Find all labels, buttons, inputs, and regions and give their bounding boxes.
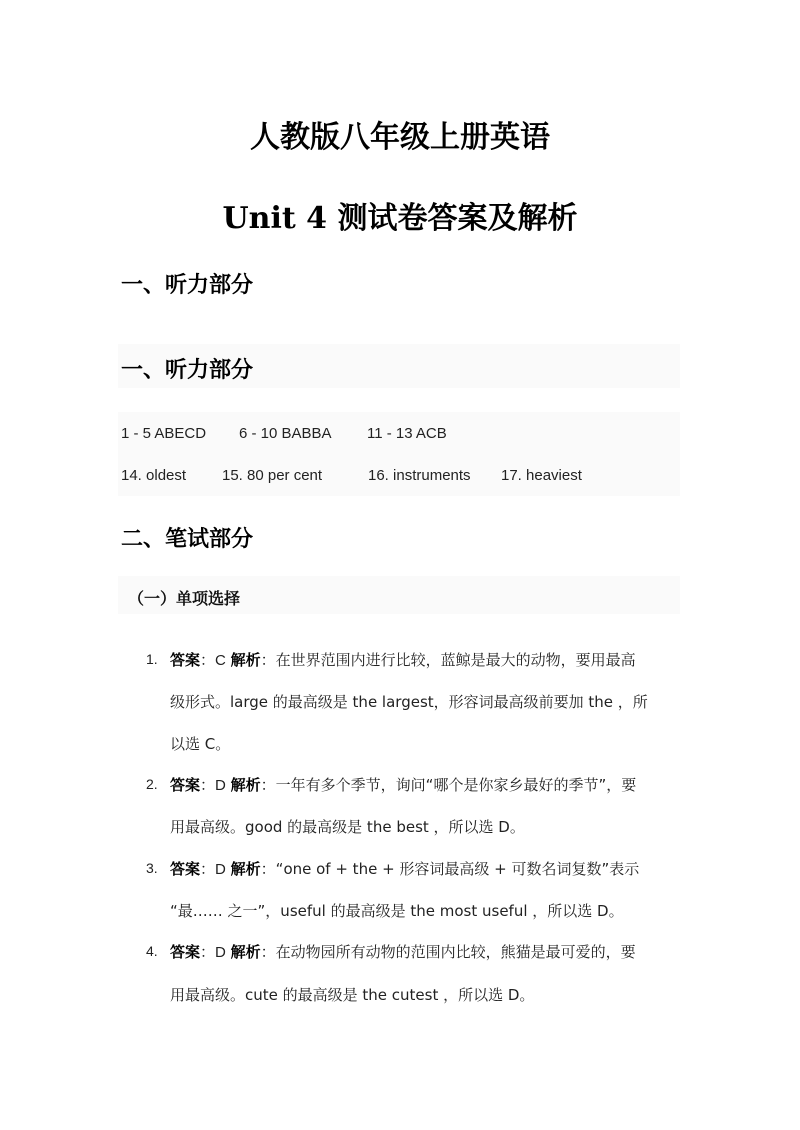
listening-heading: 一、听力部分 (121, 273, 254, 298)
answer-label: 答案 (170, 776, 201, 794)
document-subtitle: Unit 4 测试卷答案及解析 (222, 201, 578, 236)
analysis-text: ：“one of + the + 形容词最高级 + 可数名词复数”表示 (260, 860, 640, 878)
item-line: 级形式。large 的最高级是 the largest，形容词最高级前要加 the ，所 (170, 693, 648, 711)
item-number: 3. (146, 860, 158, 876)
listening-answer-14: 14. oldest (121, 467, 187, 484)
listening-answer-15: 15. 80 per cent (222, 467, 323, 484)
item-line: 答案：D 解析：一年有多个季节，询问“哪个是你家乡最好的季节”，要 (170, 776, 637, 794)
written-heading: 二、笔试部分 (121, 527, 254, 552)
item-line: “最…… 之一”，useful 的最高级是 the most useful ，所以选 D。 (170, 902, 624, 920)
item-number: 2. (146, 776, 158, 792)
listening-answer-6-10: 6 - 10 BABBA (239, 425, 332, 442)
item-line: 答案：D 解析：“one of + the + 形容词最高级 + 可数名词复数”表示 (170, 860, 640, 878)
item-number: 1. (146, 651, 158, 667)
analysis-label: 解析 (230, 943, 261, 961)
analysis-label: 解析 (230, 860, 261, 878)
analysis-text: ：在动物园所有动物的范围内比较，熊猫是最可爱的，要 (260, 943, 636, 961)
item-number: 4. (146, 943, 158, 959)
listening-answer-17: 17. heaviest (501, 467, 582, 484)
document-title: 人教版八年级上册英语 (250, 120, 550, 155)
answer-value: D (215, 777, 226, 794)
answer-label: 答案 (170, 943, 201, 961)
answer-value: C (215, 652, 226, 669)
analysis-text: ：在世界范围内进行比较，蓝鲸是最大的动物，要用最高 (260, 651, 636, 669)
answer-value: D (215, 944, 226, 961)
single-choice-heading: （一）单项选择 (128, 589, 241, 608)
analysis-label: 解析 (230, 776, 261, 794)
listening-heading-repeat: 一、听力部分 (121, 358, 254, 383)
item-line: 答案：C 解析：在世界范围内进行比较，蓝鲸是最大的动物，要用最高 (170, 651, 636, 669)
answer-value: D (215, 861, 226, 878)
item-line: 用最高级。cute 的最高级是 the cutest ，所以选 D。 (170, 986, 535, 1004)
analysis-text: ：一年有多个季节，询问“哪个是你家乡最好的季节”，要 (260, 776, 637, 794)
answer-label: 答案 (170, 651, 201, 669)
analysis-label: 解析 (230, 651, 261, 669)
listening-answer-1-5: 1 - 5 ABECD (121, 425, 207, 442)
listening-answer-16: 16. instruments (368, 467, 471, 484)
listening-answer-11-13: 11 - 13 ACB (367, 425, 447, 442)
item-line: 以选 C。 (170, 735, 231, 753)
answer-label: 答案 (170, 860, 201, 878)
item-line: 答案：D 解析：在动物园所有动物的范围内比较，熊猫是最可爱的，要 (170, 943, 636, 961)
item-line: 用最高级。good 的最高级是 the best ，所以选 D。 (170, 818, 525, 836)
